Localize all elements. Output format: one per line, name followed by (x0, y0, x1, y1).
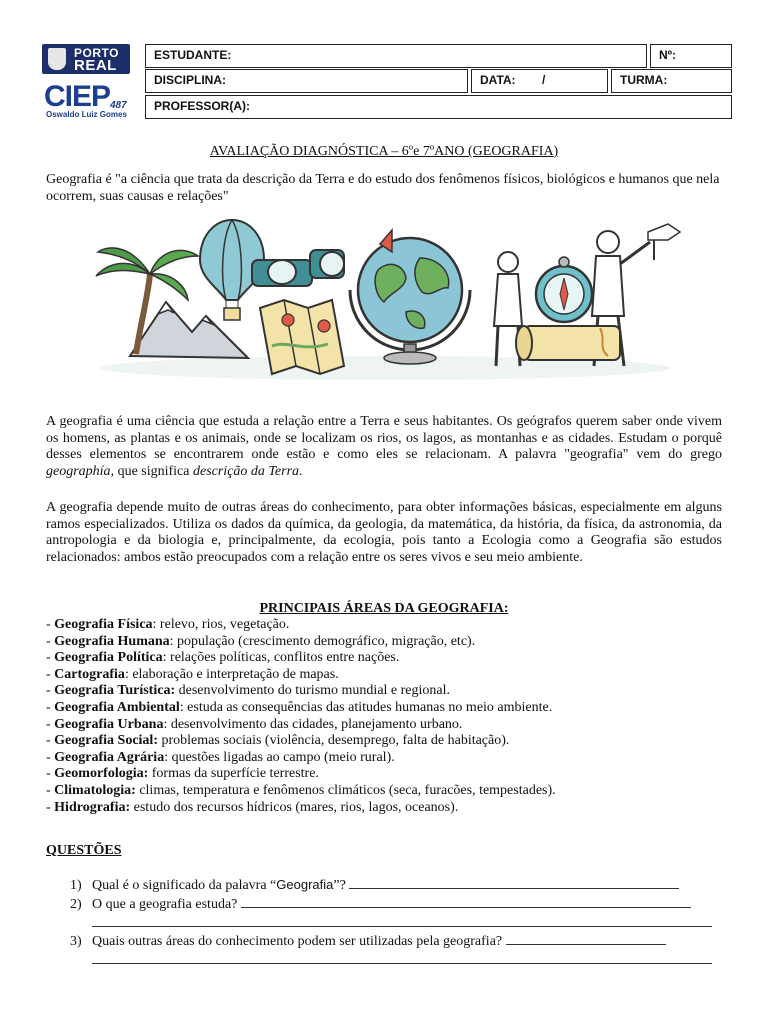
list-item: - Geografia Política: relações políticas, conflitos entre nações. (46, 650, 400, 666)
list-item: - Geografia Social: problemas sociais (violência, desemprego, falta de habitação). (46, 733, 510, 749)
student-number-field[interactable] (650, 44, 732, 68)
answer-line[interactable] (92, 963, 712, 964)
answer-line[interactable] (506, 932, 666, 945)
binoculars-icon (252, 250, 344, 286)
date-label: DATA: (480, 73, 516, 87)
answer-line[interactable] (241, 895, 691, 908)
paragraph-related-fields: A geografia depende muito de outras áreas do conhecimento, para obter informações básicas, especialmente em alguns ramos especializados. Utiliza os dados da química, da geologia, da matemática, da história, da física, da astronomia, da antropologia e da biologia e, principalmente, da ecologia, pois tanto a Ecologia como a Geografia são estudos relacionados: ambos estão preocupados com a relação entre os seres vivos e seu meio ambiente. (46, 500, 722, 565)
area-name: Geografia Política (54, 650, 163, 666)
city-crest-icon (48, 48, 66, 70)
question-keyword: Geografia (276, 877, 334, 892)
question-text: Qual é o significado da palavra “ (92, 878, 277, 893)
class-label: TURMA: (620, 73, 668, 87)
list-item: - Climatologia: climas, temperatura e fenômenos climáticos (seca, furacões, tempestades). (46, 782, 556, 798)
list-item: - Geografia Agrária: questões ligadas ao campo (meio rural). (46, 749, 395, 765)
area-name: Cartografia (54, 666, 125, 682)
paragraph-definition-text: A geografia é uma ciência que estuda a relação entre a Terra e seus habitantes. Os geógrafos querem saber onde vivem os homens, as plantas e os animais, onde se localizam os rios, os lagos, as montanhas e as cidades. Estudam o porquê desses elementos se encontrarem onde estão e como eles se relacionam. A palavra "geografia" vem do grego (46, 414, 722, 462)
ciep-logo-number: 487 (110, 100, 127, 111)
list-item: - Geomorfologia: formas da superfície terrestre. (46, 766, 319, 782)
answer-line[interactable] (92, 926, 712, 927)
area-desc: estudo dos recursos hídricos (mares, rios, lagos, oceanos). (130, 799, 459, 815)
porto-real-logo (42, 44, 130, 74)
area-desc: desenvolvimento do turismo mundial e regional. (175, 683, 451, 699)
paragraph-definition-end: . (299, 463, 303, 479)
question-2 (70, 895, 691, 913)
area-desc: formas da superfície terrestre. (148, 766, 319, 782)
paragraph-definition (46, 414, 722, 480)
area-name: Geografia Social: (54, 733, 158, 749)
student-name-field[interactable] (145, 44, 647, 68)
scroll-icon (516, 326, 620, 360)
meaning-phrase: descrição da Terra (192, 463, 300, 479)
area-name: Geografia Física (54, 617, 153, 632)
date-field[interactable] (471, 69, 608, 93)
ciep-logo (44, 80, 134, 120)
subject-field[interactable] (145, 69, 468, 93)
area-desc: : elaboração e interpretação de mapas. (124, 666, 339, 682)
question-text: Quais outras áreas do conhecimento podem ser utilizadas pela geografia? (92, 934, 506, 949)
area-name: Climatologia: (54, 782, 136, 798)
teacher-label: PROFESSOR(A): (154, 99, 250, 113)
logo-porto-text: PORTO (74, 46, 119, 60)
page-title: AVALIAÇÃO DIAGNÓSTICA – 6ºe 7ºANO (GEOGRAFIA) (209, 144, 559, 159)
subject-label: DISCIPLINA: (154, 73, 226, 87)
area-name: Geografia Agrária (54, 749, 165, 765)
questions-title: QUESTÕES (46, 843, 122, 858)
number-label: Nº: (659, 48, 677, 62)
area-desc: : estuda as consequências das atitudes humanas no meio ambiente. (179, 699, 553, 715)
date-separator: / (542, 73, 546, 87)
question-number: 3) (70, 934, 82, 949)
question-3 (70, 932, 666, 950)
areas-list (46, 617, 722, 816)
list-item: - Geografia Urbana: desenvolvimento das cidades, planejamento urbano. (46, 716, 463, 732)
question-1 (70, 876, 679, 894)
class-field[interactable] (611, 69, 732, 93)
compass-icon (536, 257, 592, 322)
area-desc: : questões ligadas ao campo (meio rural). (164, 749, 395, 765)
areas-title: PRINCIPAIS ÁREAS DA GEOGRAFIA: (259, 601, 509, 616)
list-item: - Geografia Humana: população (crescimento demográfico, migração, etc). (46, 633, 476, 649)
area-desc: problemas sociais (violência, desemprego, falta de habitação). (157, 733, 510, 749)
area-desc: : relações políticas, conflitos entre nações. (162, 650, 400, 666)
geography-illustration (88, 216, 682, 386)
area-name: Geografia Ambiental (54, 699, 180, 715)
signpost-icon (648, 224, 680, 260)
intro-paragraph: Geografia é "a ciência que trata da descrição da Terra e do estudo dos fenômenos físicos, biológicos e humanos que nela ocorrem, suas causas e relações" (46, 172, 720, 204)
question-number: 2) (70, 897, 82, 912)
area-desc: : população (crescimento demográfico, migração, etc). (169, 633, 476, 649)
list-item: - Cartografia: elaboração e interpretação de mapas. (46, 666, 339, 682)
folded-map-icon (260, 300, 344, 374)
list-item: - Geografia Turística: desenvolvimento do turismo mundial e regional. (46, 683, 451, 699)
ciep-logo-text: CIEP (44, 80, 111, 113)
list-item: - Geografia Física: relevo, rios, vegetação. (46, 617, 290, 632)
teacher-field[interactable] (145, 95, 732, 119)
area-name: Geografia Urbana (54, 716, 164, 732)
question-number: 1) (70, 878, 82, 893)
area-desc: climas, temperatura e fenômenos climáticos (seca, furacões, tempestades). (135, 782, 556, 798)
area-name: Geomorfologia: (54, 766, 149, 782)
question-text-end: ”? (333, 878, 350, 893)
area-desc: : relevo, rios, vegetação. (152, 617, 290, 632)
list-item: - Geografia Ambiental: estuda as consequências das atitudes humanas no meio ambiente. (46, 699, 553, 715)
answer-line[interactable] (349, 876, 679, 889)
question-text: O que a geografia estuda? (92, 897, 241, 912)
area-name: Geografia Humana (54, 633, 170, 649)
paragraph-definition-middle: , que significa (110, 463, 193, 479)
ciep-logo-subtitle: Oswaldo Luiz Gomes (46, 110, 127, 119)
globe-icon (350, 230, 470, 364)
area-name: Hidrografia: (54, 799, 131, 815)
list-item: - Hidrografia: estudo dos recursos hídricos (mares, rios, lagos, oceanos). (46, 799, 459, 815)
student-label: ESTUDANTE: (154, 48, 232, 62)
area-desc: : desenvolvimento das cidades, planejamento urbano. (163, 716, 463, 732)
logo-real-text: REAL (74, 57, 117, 74)
area-name: Geografia Turística: (54, 683, 176, 699)
greek-word: geographía (46, 463, 111, 479)
